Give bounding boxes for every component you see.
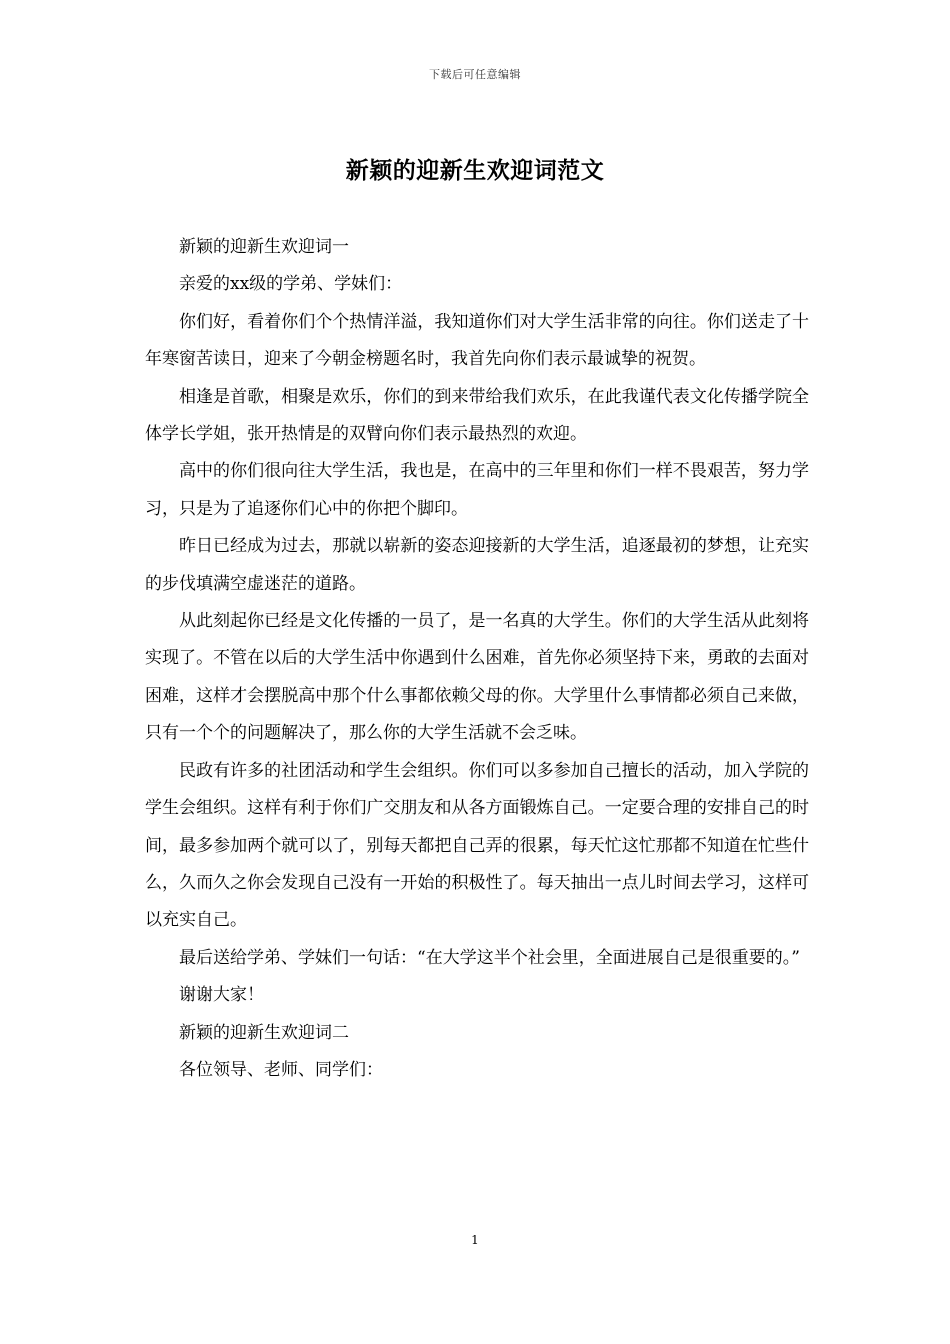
document-body — [145, 229, 809, 1089]
paragraph-closing: 谢谢大家！ — [179, 985, 264, 1006]
page-header-note: 下载后可任意编辑 — [429, 68, 521, 81]
paragraph: 从此刻起你已经是文化传播的一员了，是一名真的大学生。你们的大学生活从此刻将实现了。不管在以后的大学生活中你遇到什么困难，首先你必须坚持下来，勇敢的去面对困难，这样才会摆脱高中那个什么事都依赖父母的你。大学里什么事情都必须自己来做，只有一个个的问题解决了，那么你的大学生活就不会乏味。 — [145, 611, 809, 744]
paragraph-salutation-1: 亲爱的xx级的学弟、学妹们： — [179, 274, 403, 295]
paragraph: 高中的你们很向往大学生活，我也是，在高中的三年里和你们一样不畏艰苦，努力学习，只是为了追逐你们心中的你把个脚印。 — [145, 461, 809, 519]
page-number: 1 — [471, 1233, 479, 1247]
paragraph: 昨日已经成为过去，那就以崭新的姿态迎接新的大学生活，追逐最初的梦想，让充实的步伐填满空虚迷茫的道路。 — [145, 536, 809, 594]
paragraph: 你们好，看着你们个个热情洋溢，我知道你们对大学生活非常的向往。你们送走了十年寒窗苦读日，迎来了今朝金榜题名时，我首先向你们表示最诚挚的祝贺。 — [145, 311, 809, 370]
paragraph-salutation-2: 各位领导、老师、同学们： — [179, 1059, 383, 1080]
paragraph: 最后送给学弟、学妹们一句话：“在大学这半个社会里，全面进展自己是很重要的。” — [179, 947, 800, 968]
document-title: 新颖的迎新生欢迎词范文 — [345, 157, 605, 184]
paragraph-section-heading-1: 新颖的迎新生欢迎词一 — [179, 237, 349, 257]
paragraph: 相逢是首歌，相聚是欢乐，你们的到来带给我们欢乐，在此我谨代表文化传播学院全体学长学姐，张开热情是的双臂向你们表示最热烈的欢迎。 — [145, 386, 809, 445]
paragraph: 民政有许多的社团活动和学生会组织。你们可以多参加自己擅长的活动，加入学院的学生会组织。这样有利于你们广交朋友和从各方面锻炼自己。一定要合理的安排自己的时间，最多参加两个就可以了，别每天都把自己弄的很累，每天忙这忙那都不知道在忙些什么，久而久之你会发现自己没有一开始的积极性了。每天抽出一点儿时间去学习，这样可以充实自己。 — [145, 760, 809, 931]
paragraph-section-heading-2: 新颖的迎新生欢迎词二 — [179, 1022, 349, 1043]
